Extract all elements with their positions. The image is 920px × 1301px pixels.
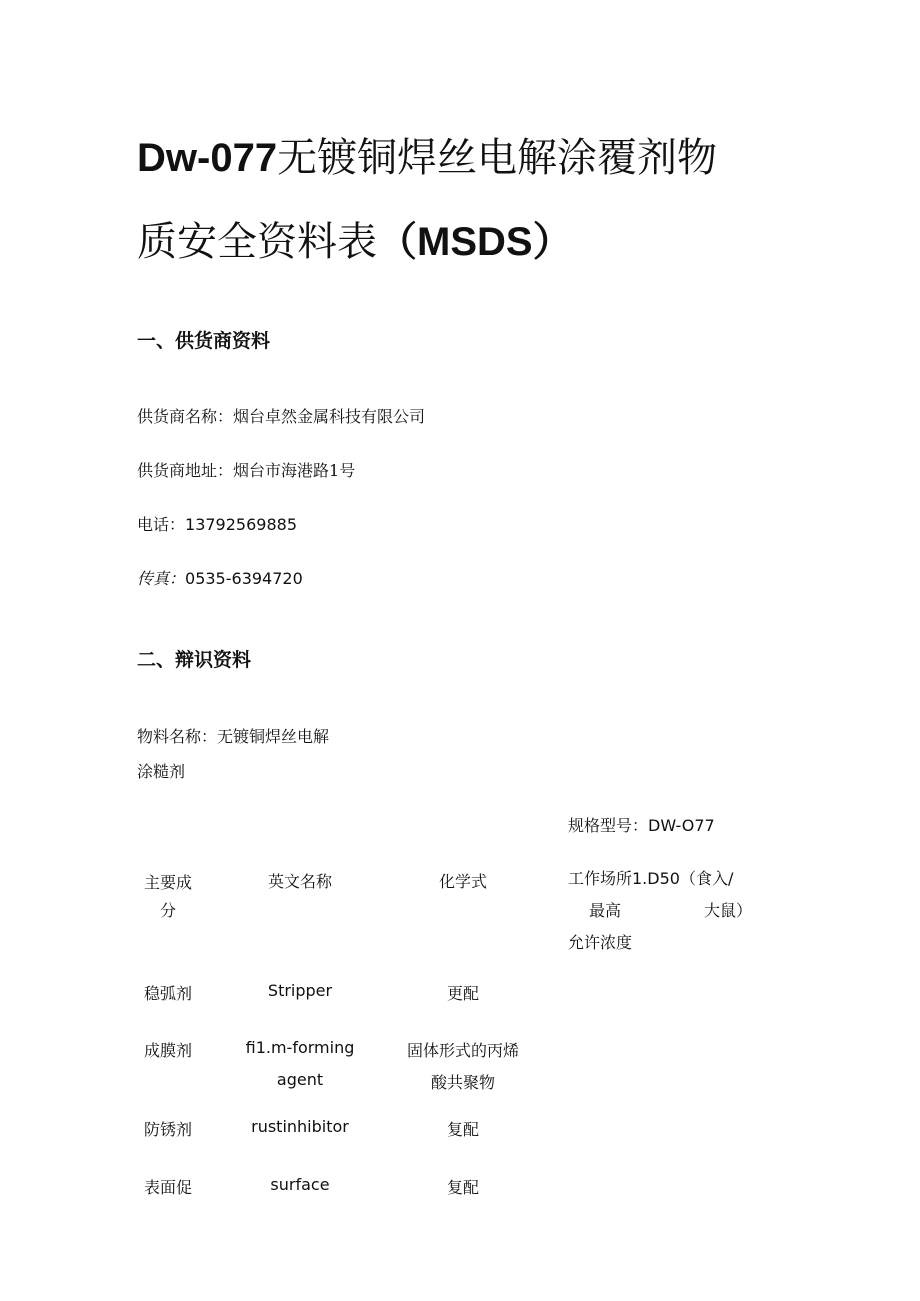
row-3-formula: 复配 <box>446 1120 479 1139</box>
title-text-1: 无镀铜焊丝电解涂覆剂物 <box>277 135 718 181</box>
spec-label: 规格型号： <box>568 816 649 835</box>
row-4-formula: 复配 <box>446 1178 479 1197</box>
header-ld50-line-2b: 大鼠） <box>704 901 753 920</box>
row-2-english-line-2: agent <box>276 1070 324 1089</box>
supplier-name-line <box>137 404 425 427</box>
row-4-component: 表面促 <box>143 1178 192 1197</box>
fax-label: 传真： <box>137 569 186 588</box>
header-chemical-formula: 化学式 <box>438 872 487 891</box>
header-ld50-line-2a: 最高 <box>589 901 622 920</box>
title-text-2: 质安全资料表 <box>137 219 377 265</box>
header-component-line-2: 分 <box>159 901 176 920</box>
row-1-component: 稳弧剂 <box>143 984 192 1003</box>
phone-line <box>137 512 297 535</box>
row-2-formula-line-2: 酸共聚物 <box>430 1073 495 1092</box>
spec-line <box>568 813 715 836</box>
supplier-address-label: 供货商地址： <box>137 461 234 480</box>
document-title-line-2 <box>137 218 573 266</box>
row-2-english-line-1: fi1.m-forming <box>245 1038 355 1057</box>
row-3-english: rustinhibitor <box>251 1117 349 1136</box>
supplier-address-value: 烟台市海港路1号 <box>233 461 356 480</box>
header-ld50-line-1: 工作场所1.D50（食入/ <box>568 869 734 888</box>
phone-value: 13792569885 <box>185 515 297 534</box>
msds-label: （MSDS） <box>377 220 573 264</box>
fax-line <box>137 566 303 589</box>
header-component <box>137 869 199 925</box>
material-name-label: 物料名称： <box>137 727 218 746</box>
header-ld50-line-3: 允许浓度 <box>568 933 633 952</box>
header-component-line-1: 主要成 <box>143 873 192 892</box>
material-name-value-1: 无镀铜焊丝电解 <box>217 727 330 746</box>
row-1-english: Stripper <box>267 981 333 1000</box>
supplier-name-label: 供货商名称： <box>137 407 234 426</box>
row-4-english: surface <box>270 1175 330 1194</box>
supplier-name-value: 烟台卓然金属科技有限公司 <box>233 407 426 426</box>
section-heading-supplier: 一、供货商资料 <box>137 330 271 352</box>
document-title-line-1 <box>137 134 717 182</box>
material-name-value-2: 涂糙剂 <box>137 762 186 781</box>
phone-label: 电话： <box>137 515 186 534</box>
row-1-formula: 更配 <box>446 984 479 1003</box>
row-2-component: 成膜剂 <box>143 1041 192 1060</box>
fax-value: 0535-6394720 <box>185 569 303 588</box>
spec-value: DW-O77 <box>648 816 715 835</box>
header-english-name: 英文名称 <box>267 872 332 891</box>
section-heading-identification: 二、辩识资料 <box>137 649 252 671</box>
row-3-component: 防锈剂 <box>143 1120 192 1139</box>
row-2-formula-line-1: 固体形式的丙烯 <box>406 1041 519 1060</box>
product-code: Dw-077 <box>137 136 278 180</box>
supplier-address-line <box>137 458 355 481</box>
material-name-line <box>137 724 329 747</box>
